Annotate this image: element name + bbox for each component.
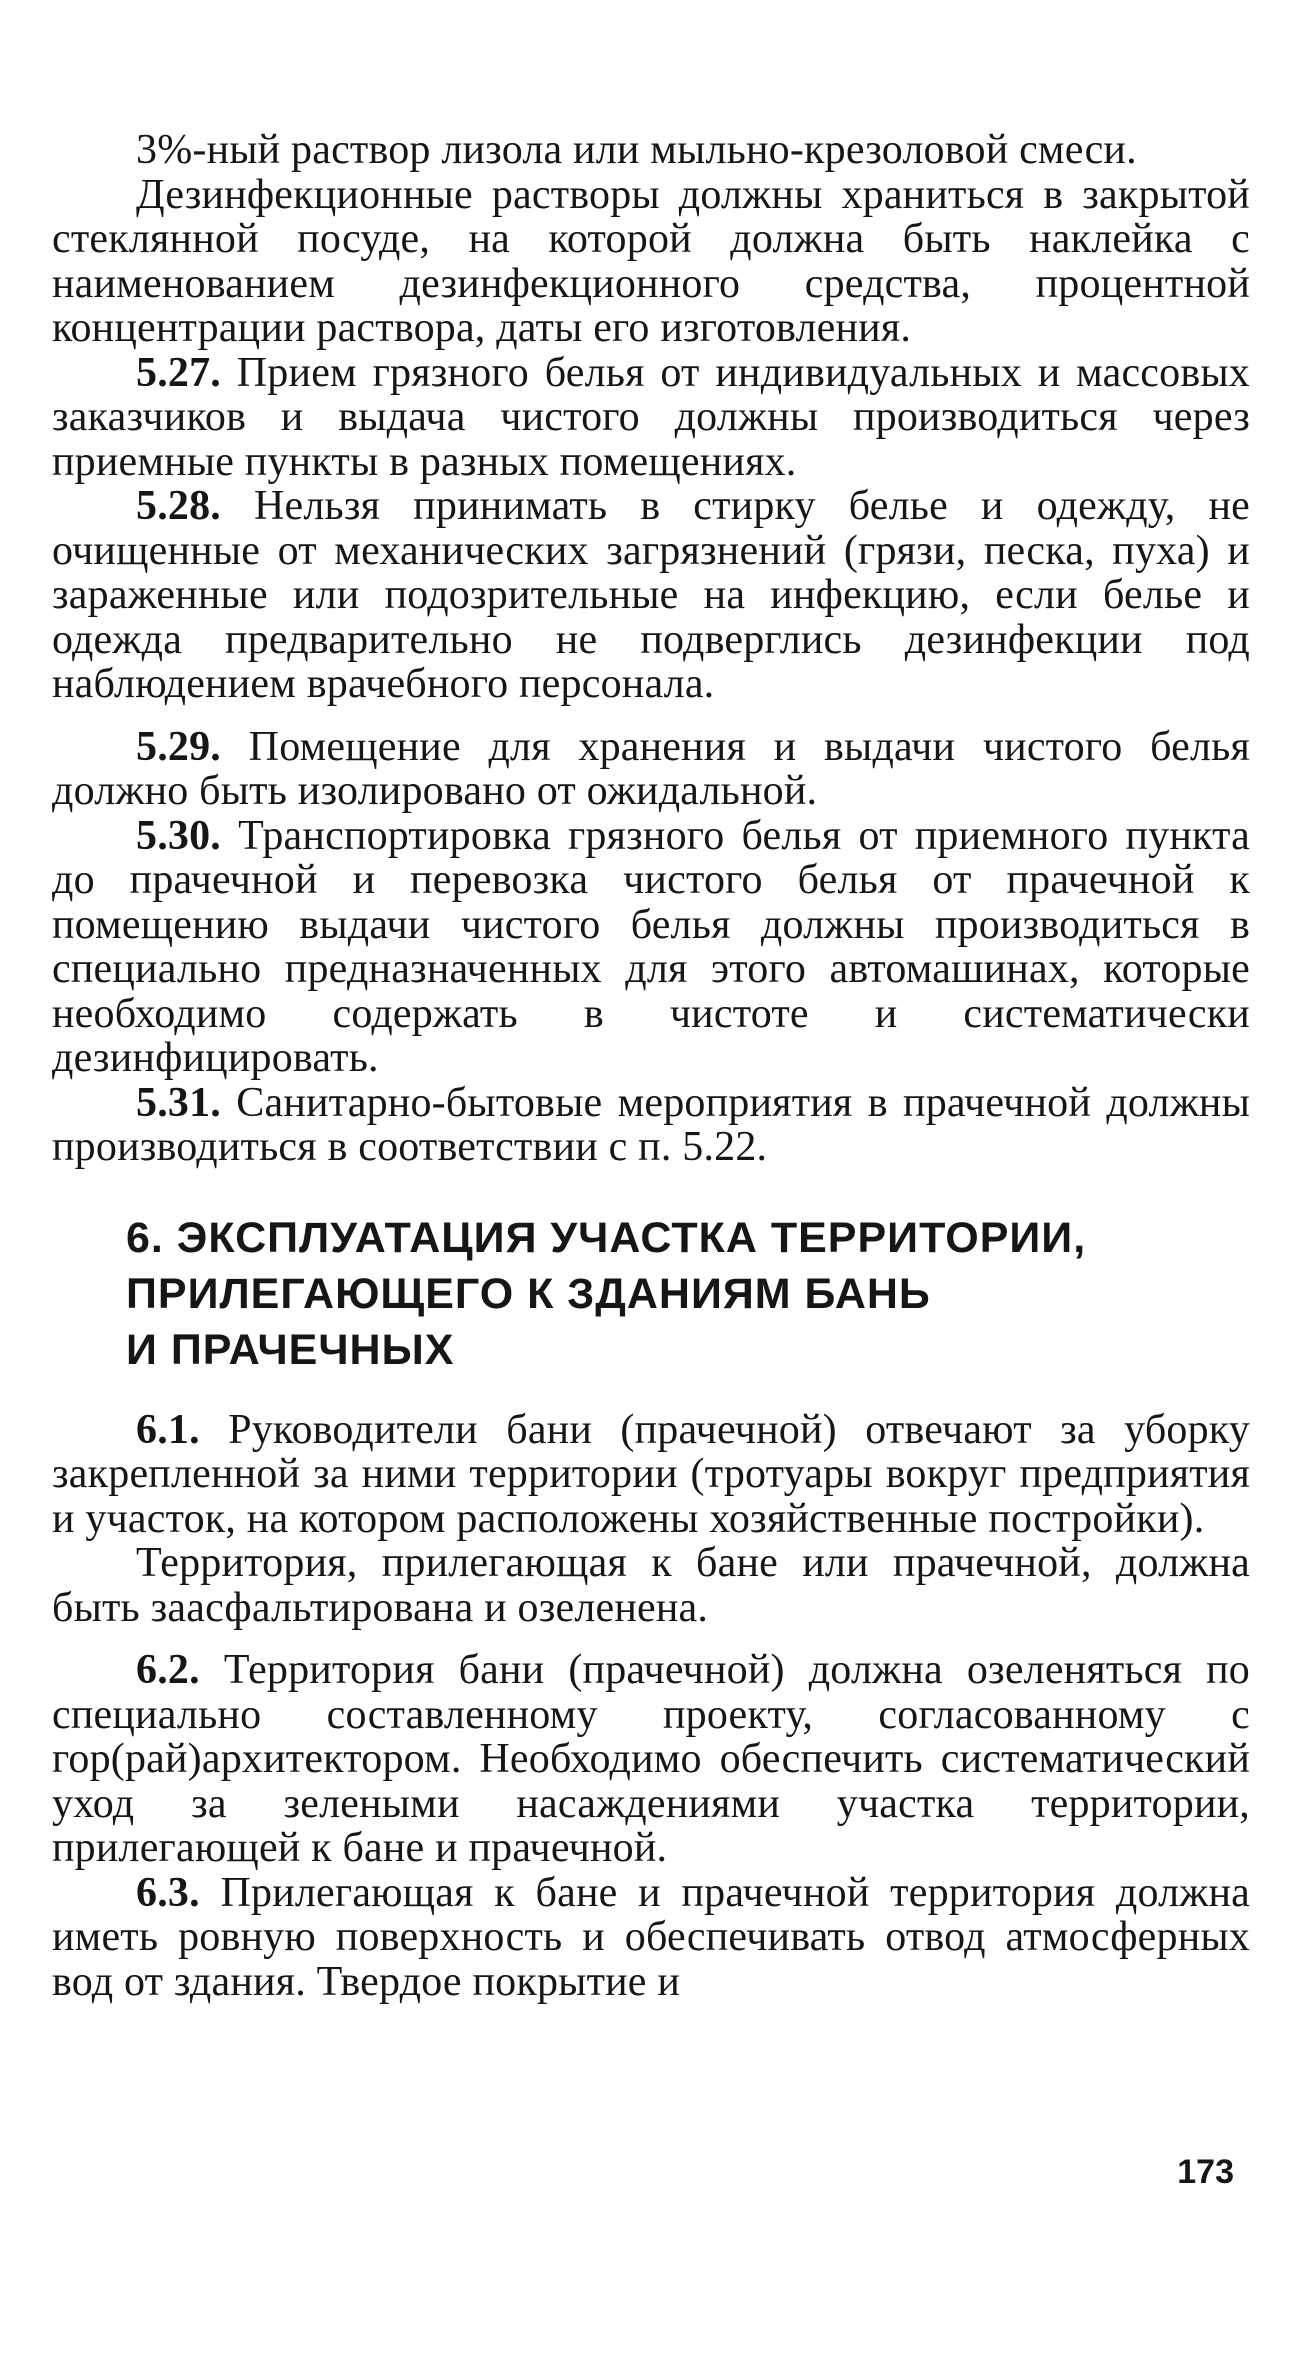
paragraph-territory-asphalt: Территория, прилегающая к бане или прачечной, должна быть заасфальтирована и озеленена. <box>52 1540 1250 1631</box>
paragraph-6-2: 6.2. Территория бани (прачечной) должна озеленяться по специально составленному проекту, согласованному с гор(рай)архитектором. Необходимо обеспечить систематический уход за зелеными насаждениями участка территории, прилегающей к бане и прачечной. <box>52 1647 1250 1871</box>
clause-number: 5.28. <box>136 483 221 529</box>
section-heading-line-1: 6. ЭКСПЛУАТАЦИЯ УЧАСТКА ТЕРРИТОРИИ, <box>126 1213 1087 1262</box>
paragraph-5-31: 5.31. Санитарно-бытовые мероприятия в прачечной должны производиться в соответствии с п. 5.22. <box>52 1079 1251 1170</box>
page-body <box>52 128 1250 2004</box>
clause-number: 6.2. <box>136 1647 200 1693</box>
paragraph-5-27: 5.27. Прием грязного белья от индивидуальных и массовых заказчиков и выдача чистого должны производиться через приемные пункты в разных помещениях. <box>52 349 1251 485</box>
section-heading-line-3: И ПРАЧЕЧНЫХ <box>126 1325 455 1374</box>
paragraph-lysol-solution: 3%-ный раствор лизола или мыльно-крезоловой смеси. <box>136 127 1137 173</box>
paragraph-5-28: 5.28. Нельзя принимать в стирку белье и одежду, не очищенные от механических загрязнений (грязи, песка, пуха) и зараженные или подозрительные на инфекцию, если белье и одежда предварительно не подверглись дезинфекции под наблюдением врачебного персонала. <box>52 483 1250 707</box>
paragraph-5-29: 5.29. Помещение для хранения и выдачи чистого белья должно быть изолировано от ожидальной. <box>52 723 1251 814</box>
clause-number: 5.31. <box>136 1079 221 1126</box>
paragraph-5-30: 5.30. Транспортировка грязного белья от приемного пункта до прачечной и перевозка чистого белья от прачечной к помещению выдачи чистого белья должны производиться в специально предназначенных для этого автомашинах, которые необходимо содержать в чистоте и систематически дезинфицировать. <box>52 812 1250 1081</box>
section-heading-line-2: ПРИЛЕГАЮЩЕГО К ЗДАНИЯМ БАНЬ <box>126 1269 931 1318</box>
clause-number: 5.30. <box>136 812 221 859</box>
clause-number: 6.1. <box>136 1406 200 1453</box>
paragraph-6-1: 6.1. Руководители бани (прачечной) отвечают за уборку закрепленной за ними территории (тротуары вокруг предприятия и участок, на котором расположены хозяйственные постройки). <box>52 1406 1251 1542</box>
clause-number: 5.27. <box>136 349 221 396</box>
paragraph-6-3: 6.3. Прилегающая к бане и прачечной территория должна иметь ровную поверхность и обеспечивать отвод атмосферных вод от здания. Твердое покрытие и <box>52 1869 1251 2005</box>
page-number: 173 <box>1177 2153 1234 2191</box>
clause-number: 6.3. <box>136 1869 200 1916</box>
section-heading <box>126 1210 1250 1378</box>
clause-number: 5.29. <box>136 723 221 770</box>
paragraph-disinfectant-storage: Дезинфекционные растворы должны храниться в закрытой стеклянной посуде, на которой должна быть наклейка с наименованием дезинфекционного средства, процентной концентрации раствора, даты его изготовления. <box>52 171 1250 351</box>
